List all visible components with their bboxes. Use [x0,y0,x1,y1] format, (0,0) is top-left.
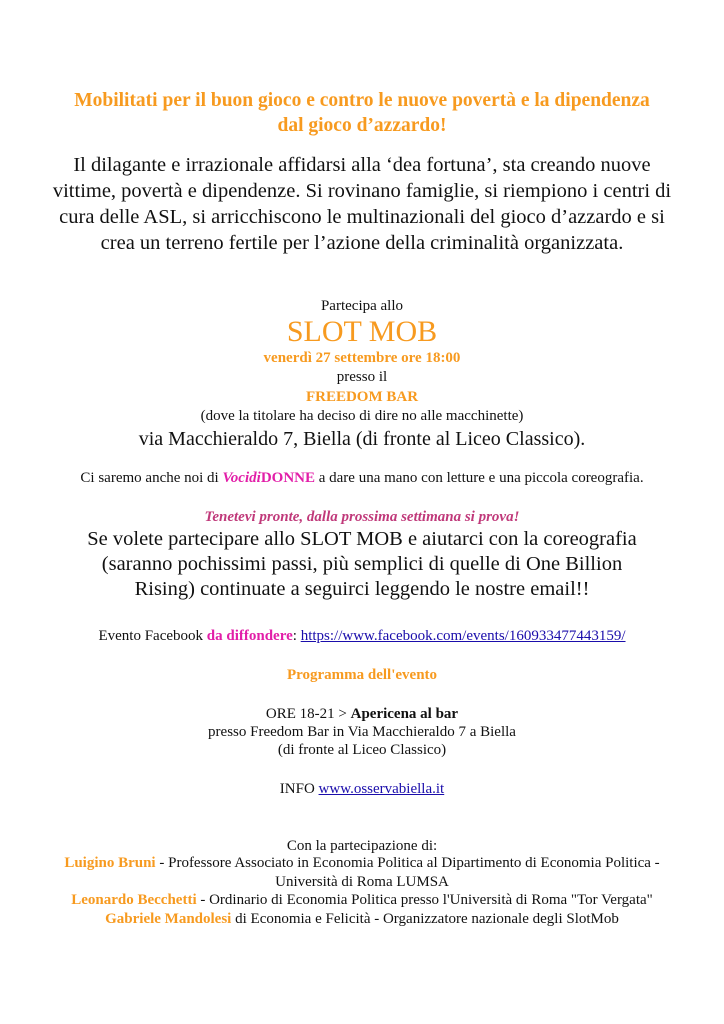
programma-activity: Apericena al bar [350,706,459,722]
participant-role: - Professore Associato in Economia Politica al Dipartimento di Economia Politica - Università di Roma LUMSA [155,855,660,890]
facebook-label: Evento Facebook [98,628,207,644]
info-label: INFO [279,781,319,797]
participant-name: Leonardo Becchetti [71,892,197,908]
participants-intro: Con la partecipazione di: [286,838,438,854]
programma-time: ORE 18-21 > [265,706,351,722]
programma-time-line [60,705,664,723]
venue-note: (dove la titolare ha deciso di dire no alle macchinette) [200,408,524,424]
participant-role: - Ordinario di Economia Politica presso l'Università di Roma "Tor Vergata" [196,892,653,908]
programma-landmark: (di fronte al Liceo Classico) [277,742,447,758]
info-link[interactable]: www.osservabiella.it [318,781,445,797]
facebook-line [40,627,684,645]
vocidi-before: Ci saremo anche noi di [80,470,223,486]
facebook-highlight: da diffondere [206,628,293,644]
volete-paragraph: Se volete partecipare allo SLOT MOB e aiutarci con la coreografia (saranno pochissimi passi, più semplici di quelle di One Billion Rising) continuate a seguirci leggendo le nostre email!! [87,528,637,600]
facebook-sep: : [292,628,301,644]
venue-name: FREEDOM BAR [305,389,419,405]
event-date: venerdì 27 settembre ore 18:00 [263,350,461,366]
presso-text: presso il [336,369,388,385]
participant-name: Luigino Bruni [64,855,156,871]
intro-paragraph: Il dilagante e irrazionale affidarsi alla ‘dea fortuna’, sta creando nuove vittime, povertà e dipendenze. Si rovinano famiglie, si riempiono i centri di cura delle ASL, si arricchiscono le multinazionali del gioco d’azzardo e si crea un terreno fertile per l’azione della criminalità organizzata. [52,154,672,254]
info-line [60,780,664,798]
event-name: SLOT MOB [286,315,438,348]
programma-place: presso Freedom Bar in Via Macchieraldo 7 a Biella [208,724,516,740]
participants-list [40,854,684,928]
brand-donne: DONNE [260,470,315,486]
brand-vocidi: Vocidi [222,470,261,486]
participant-name: Gabriele Mandolesi [105,910,232,927]
vocidi-paragraph [80,469,644,488]
participant-role: di Economia e Felicità - Organizzatore nazionale degli SlotMob [231,910,619,927]
partecipa-text: Partecipa allo [320,298,404,314]
participant-item [40,891,684,910]
facebook-event-link[interactable]: https://www.facebook.com/events/160933477443159/ [300,628,626,644]
vocidi-after: a dare una mano con letture e una piccola coreografia. [314,470,644,486]
participant-item [40,910,684,929]
venue-address: via Macchieraldo 7, Biella (di fronte al Liceo Classico). [138,428,586,450]
tenetevi-text: Tenetevi pronte, dalla prossima settimana si prova! [204,509,520,525]
programma-title: Programma dell'evento [286,667,438,683]
page-title: Mobilitati per il buon gioco e contro le nuove povertà e la dipendenza dal gioco d’azzardo! [74,90,650,136]
participant-item [40,854,684,891]
